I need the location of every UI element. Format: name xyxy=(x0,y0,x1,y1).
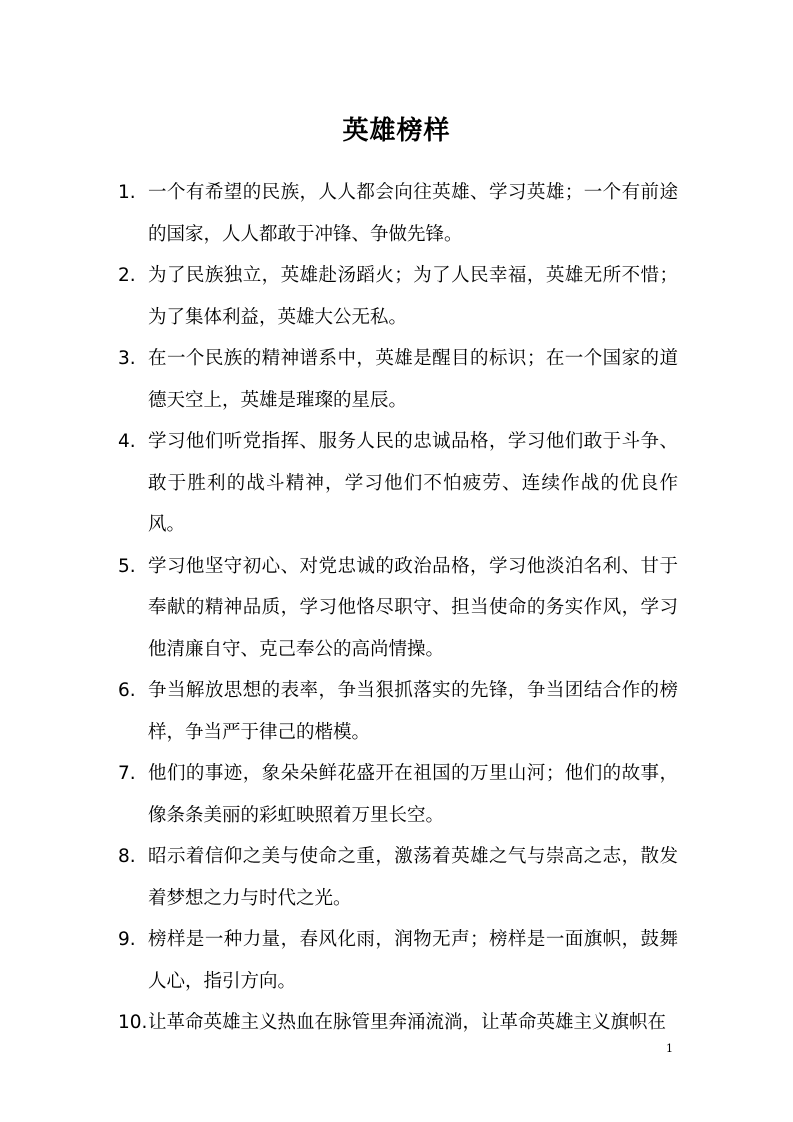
list-item-text: 学习他坚守初心、对党忠诚的政治品格，学习他淡泊名利、甘于奉献的精神品质，学习他恪尽职守、担当使命的务实作风，学习他清廉自守、克己奉公的高尚情操。 xyxy=(148,555,678,660)
list-item xyxy=(118,670,678,753)
list-item-text: 昭示着信仰之美与使命之重，激荡着英雄之气与崇高之志，散发着梦想之力与时代之光。 xyxy=(148,846,678,909)
list-item xyxy=(118,919,678,1002)
list-item-text: 学习他们听党指挥、服务人民的忠诚品格，学习他们敢于斗争、敢于胜利的战斗精神，学习他们不怕疲劳、连续作战的优良作风。 xyxy=(148,431,678,535)
list-item xyxy=(118,1002,678,1044)
list-item-text: 争当解放思想的表率，争当狠抓落实的先锋，争当团结合作的榜样，争当严于律己的楷模。 xyxy=(148,680,678,743)
list-item-number: 5. xyxy=(118,555,136,577)
list-item-number: 7. xyxy=(118,763,136,784)
list-item xyxy=(118,255,678,338)
list-item-number: 10. xyxy=(118,1012,148,1033)
list-item xyxy=(118,338,678,421)
list-item-number: 6. xyxy=(118,680,136,701)
list-item xyxy=(118,421,678,546)
list-item-number: 1. xyxy=(118,182,136,203)
list-item-number: 8. xyxy=(118,846,136,867)
list-item-text: 榜样是一种力量，春风化雨，润物无声；榜样是一面旗帜，鼓舞人心，指引方向。 xyxy=(148,929,678,992)
list-item-number: 9. xyxy=(118,929,136,950)
list-item-text: 一个有希望的民族，人人都会向往英雄、学习英雄；一个有前途的国家，人人都敢于冲锋、争做先锋。 xyxy=(148,182,678,245)
list-item-number: 4. xyxy=(118,431,136,452)
list-item xyxy=(118,753,678,836)
document-title: 英雄榜样 xyxy=(342,116,451,146)
list-item xyxy=(118,546,678,671)
list-item-text: 在一个民族的精神谱系中，英雄是醒目的标识；在一个国家的道德天空上，英雄是璀璨的星辰。 xyxy=(148,348,678,411)
list-item-text: 为了民族独立，英雄赴汤蹈火；为了人民幸福，英雄无所不惜；为了集体利益，英雄大公无私。 xyxy=(148,265,678,328)
list-item xyxy=(118,836,678,919)
page-number: 1 xyxy=(666,1042,673,1055)
list-item-text: 让革命英雄主义热血在脉管里奔涌流淌，让革命英雄主义旗帜在 xyxy=(148,1012,667,1033)
numbered-list xyxy=(118,172,678,1044)
list-item xyxy=(118,172,678,255)
list-item-text: 他们的事迹，象朵朵鲜花盛开在祖国的万里山河；他们的故事，像条条美丽的彩虹映照着万里长空。 xyxy=(148,763,678,826)
list-item-number: 2. xyxy=(118,265,136,286)
list-item-number: 3. xyxy=(118,348,136,369)
